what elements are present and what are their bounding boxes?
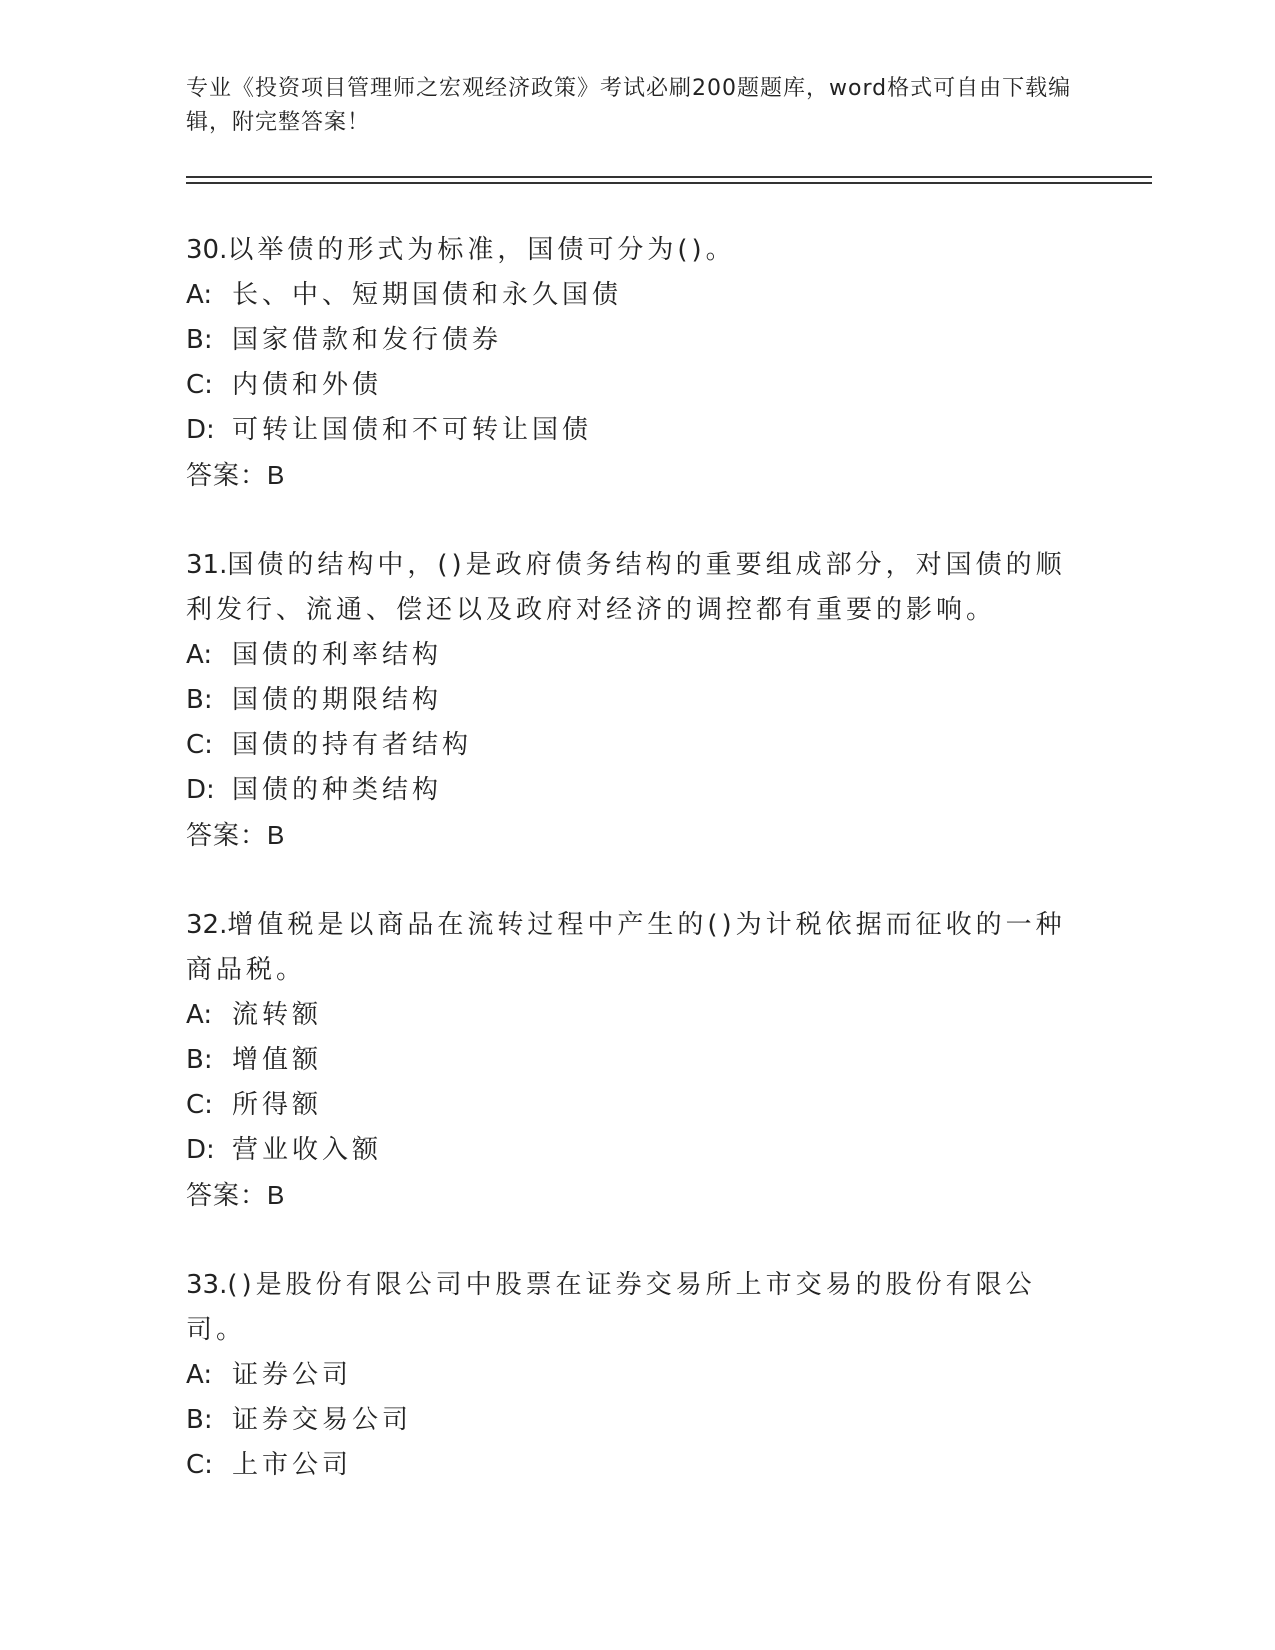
option-text: 营业收入额 xyxy=(232,1135,383,1165)
answer-line: 答案：B xyxy=(186,1180,286,1210)
header-divider-top xyxy=(186,176,1152,178)
option-b xyxy=(186,318,1086,363)
option-key: B: xyxy=(186,1045,213,1075)
question-list xyxy=(186,228,1086,1533)
option-key: A: xyxy=(186,1360,213,1390)
question-number: 32. xyxy=(186,910,228,940)
question-33 xyxy=(186,1263,1086,1488)
option-b xyxy=(186,678,1086,723)
option-text: 流转额 xyxy=(232,1000,323,1030)
option-d xyxy=(186,768,1086,813)
answer-line: 答案：B xyxy=(186,820,286,850)
option-key: D: xyxy=(186,775,215,805)
option-key: C: xyxy=(186,730,213,760)
header-divider-bottom xyxy=(186,182,1152,184)
option-d xyxy=(186,408,1086,453)
option-a xyxy=(186,273,1086,318)
question-number: 30. xyxy=(186,235,228,265)
option-c xyxy=(186,363,1086,408)
option-text: 所得额 xyxy=(232,1090,323,1120)
question-32 xyxy=(186,903,1086,1218)
option-text: 可转让国债和不可转让国债 xyxy=(232,415,593,445)
option-key: A: xyxy=(186,640,213,670)
option-key: C: xyxy=(186,370,213,400)
question-stem xyxy=(186,903,1086,993)
question-stem xyxy=(186,543,1086,633)
option-text: 长、中、短期国债和永久国债 xyxy=(232,280,623,310)
question-text: 以举债的形式为标准，国债可分为()。 xyxy=(227,235,736,265)
option-key: C: xyxy=(186,1090,213,1120)
option-text: 国债的持有者结构 xyxy=(232,730,473,760)
question-30 xyxy=(186,228,1086,498)
question-text: ()是股份有限公司中股票在证券交易所上市交易的股份有限公司。 xyxy=(186,1270,1036,1345)
question-stem xyxy=(186,1263,1086,1353)
option-key: C: xyxy=(186,1450,213,1480)
option-key: B: xyxy=(186,325,213,355)
option-d xyxy=(186,1128,1086,1173)
option-key: D: xyxy=(186,1135,215,1165)
option-text: 证券公司 xyxy=(232,1360,353,1390)
option-text: 国家借款和发行债券 xyxy=(232,325,503,355)
option-a xyxy=(186,633,1086,678)
question-text: 增值税是以商品在流转过程中产生的()为计税依据而征收的一种商品税。 xyxy=(186,910,1066,985)
option-c xyxy=(186,1443,1086,1488)
question-31 xyxy=(186,543,1086,858)
option-key: A: xyxy=(186,280,213,310)
option-c xyxy=(186,1083,1086,1128)
option-text: 国债的期限结构 xyxy=(232,685,443,715)
option-b xyxy=(186,1038,1086,1083)
option-key: A: xyxy=(186,1000,213,1030)
option-text: 证券交易公司 xyxy=(232,1405,413,1435)
option-key: D: xyxy=(186,415,215,445)
option-text: 内债和外债 xyxy=(232,370,383,400)
question-number: 31. xyxy=(186,550,228,580)
option-c xyxy=(186,723,1086,768)
question-number: 33. xyxy=(186,1270,228,1300)
question-stem xyxy=(186,228,1086,273)
option-key: B: xyxy=(186,1405,213,1435)
option-text: 上市公司 xyxy=(232,1450,353,1480)
option-text: 国债的种类结构 xyxy=(232,775,443,805)
document-header: 专业《投资项目管理师之宏观经济政策》考试必刷200题题库，word格式可自由下载编辑，附完整答案！ xyxy=(186,76,1072,135)
option-a xyxy=(186,1353,1086,1398)
option-key: B: xyxy=(186,685,213,715)
answer-line: 答案：B xyxy=(186,460,286,490)
option-text: 增值额 xyxy=(232,1045,323,1075)
option-a xyxy=(186,993,1086,1038)
option-text: 国债的利率结构 xyxy=(232,640,443,670)
option-b xyxy=(186,1398,1086,1443)
question-text: 国债的结构中，()是政府债务结构的重要组成部分，对国债的顺利发行、流通、偿还以及政府对经济的调控都有重要的影响。 xyxy=(186,550,1066,625)
